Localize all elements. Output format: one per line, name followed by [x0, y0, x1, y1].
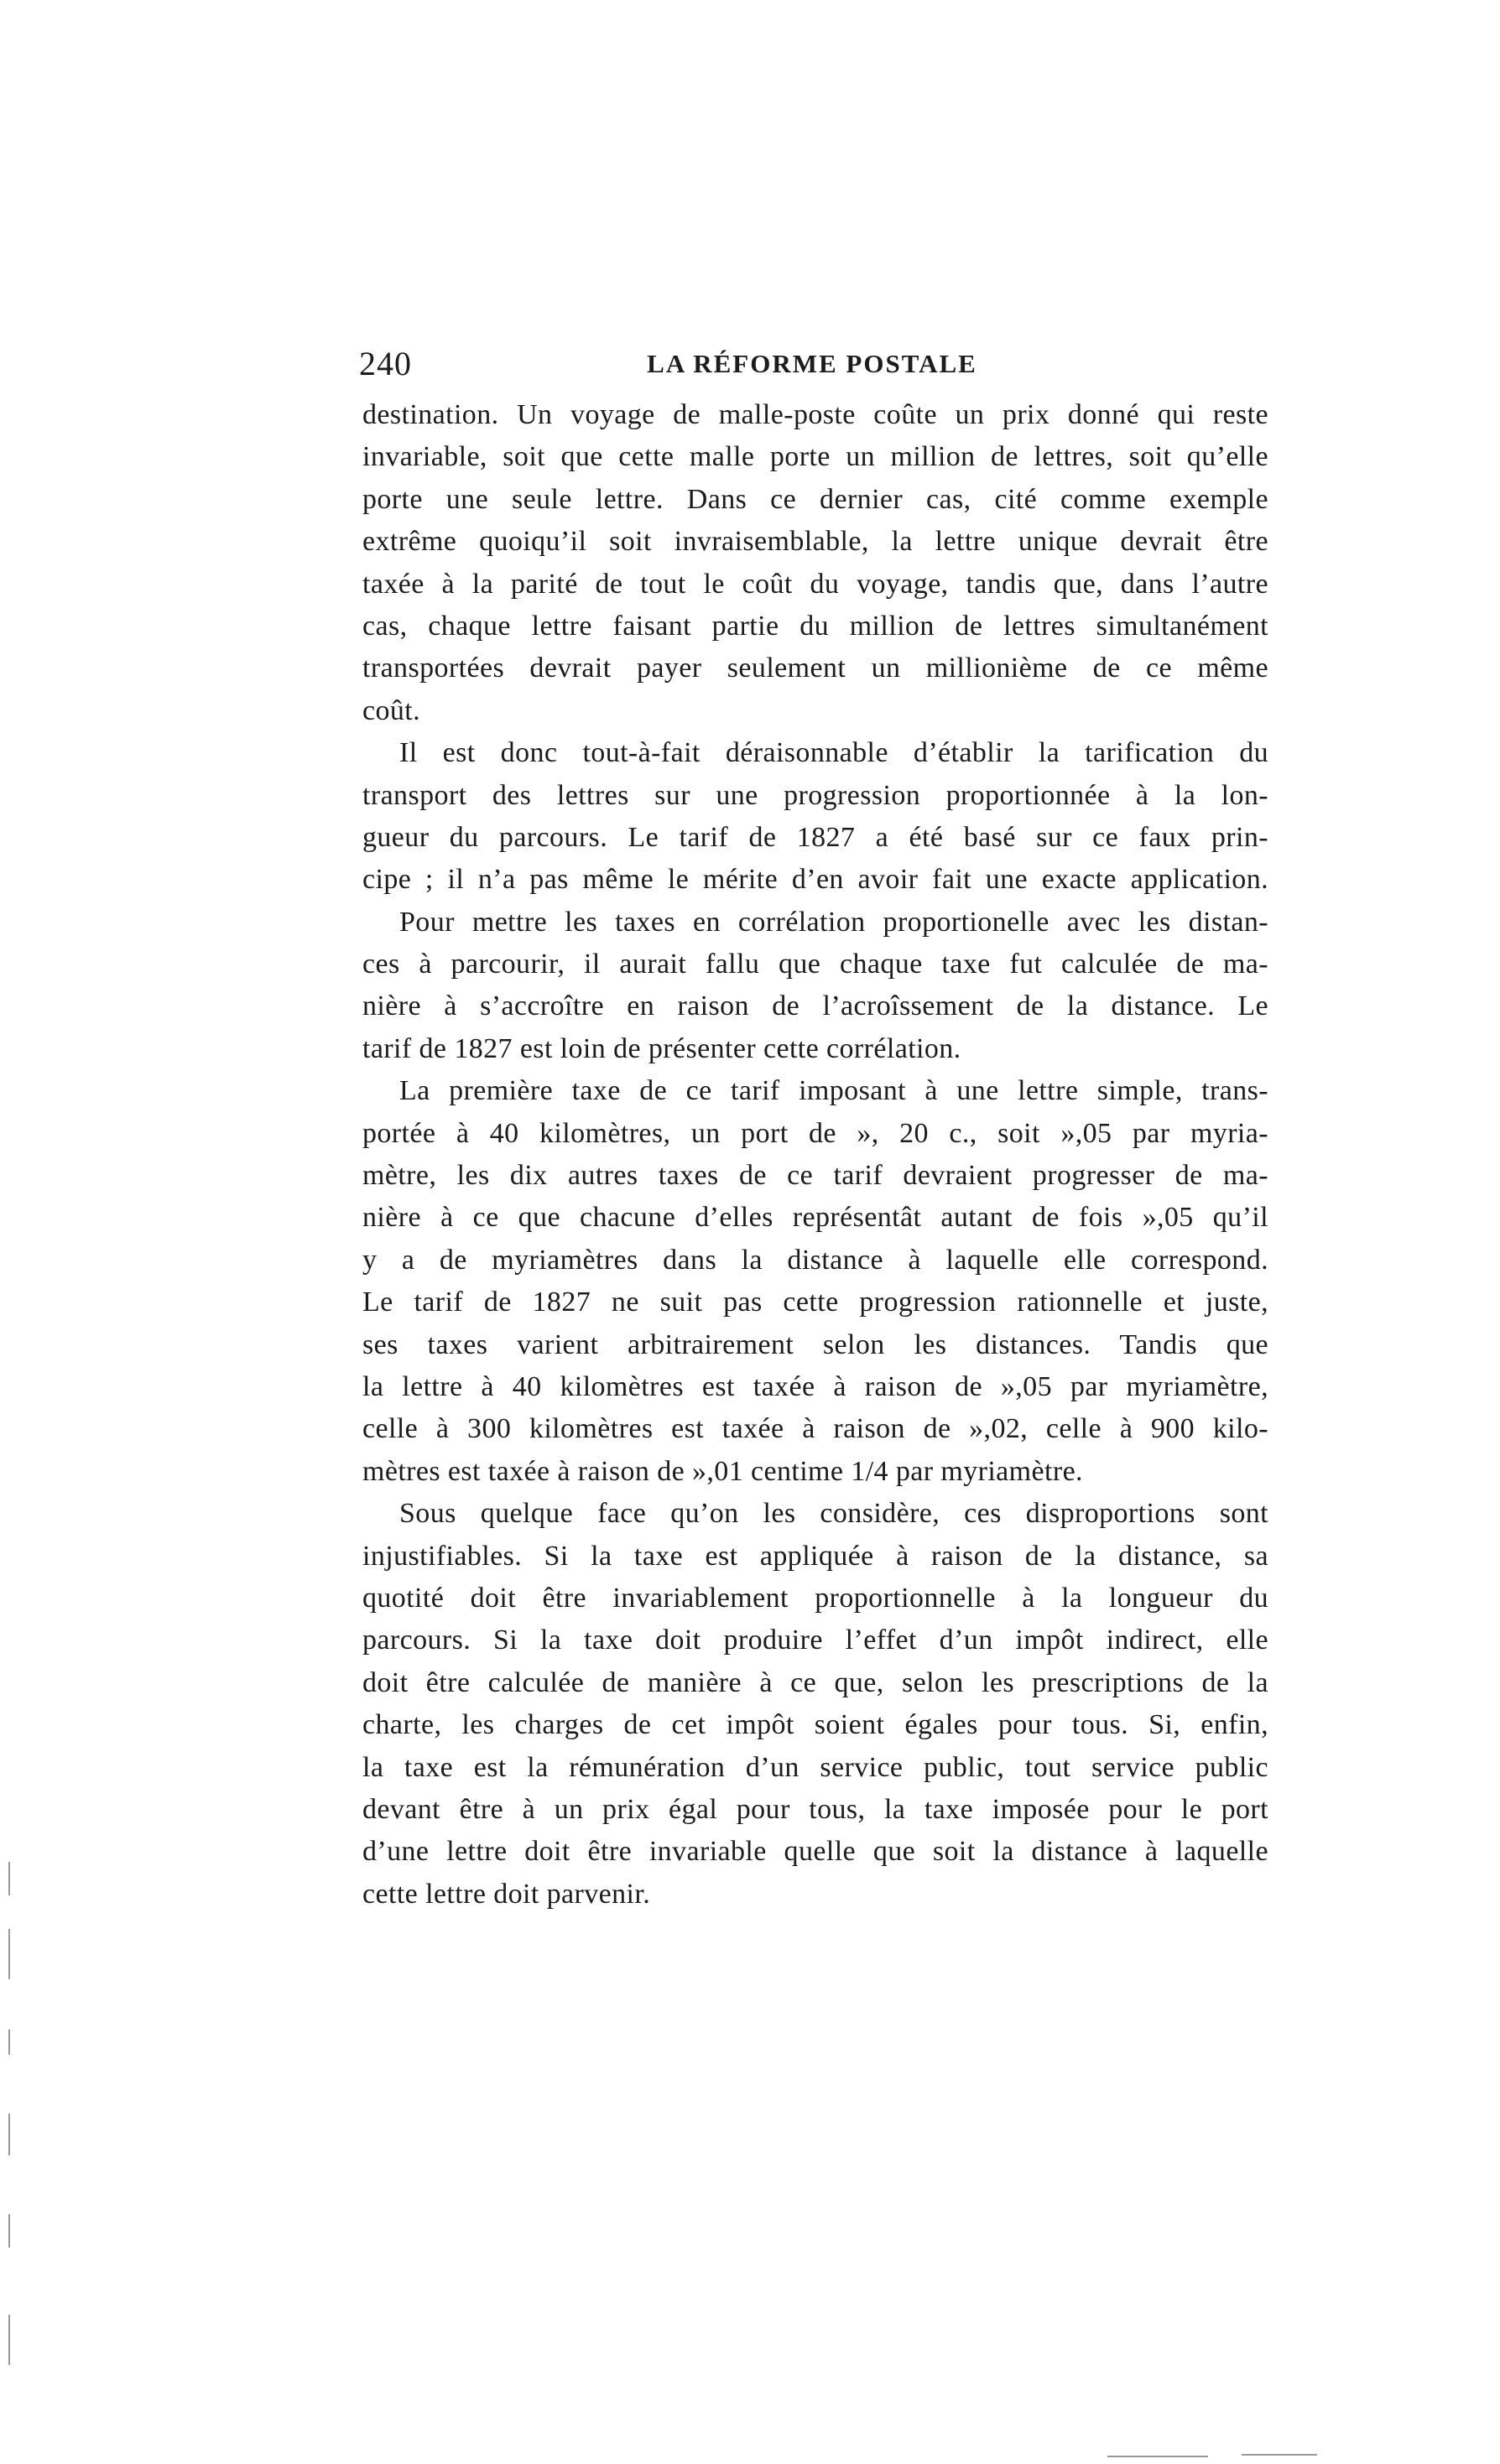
paragraph-1 — [362, 394, 1268, 732]
text-line: y a de myriamètres dans la distance à laquelle elle correspond. — [362, 1244, 1268, 1276]
text-line: doit être calculée de manière à ce que, selon les prescriptions de la — [362, 1666, 1268, 1698]
text-line: cette lettre doit parvenir. — [362, 1878, 651, 1910]
scan-artifact — [8, 1929, 10, 1979]
text-line: la lettre à 40 kilomètres est taxée à raison de »,05 par myriamètre, — [362, 1370, 1268, 1402]
scan-artifact — [8, 2030, 10, 2055]
text-line: La première taxe de ce tarif imposant à une lettre simple, trans- — [399, 1075, 1268, 1107]
paragraph-4 — [362, 1070, 1268, 1493]
text-line: ces à parcourir, il aurait fallu que chaque taxe fut calculée de ma- — [362, 949, 1268, 980]
text-line: tarif de 1827 est loin de présenter cette corrélation. — [362, 1032, 961, 1064]
page-number: 240 — [359, 345, 412, 382]
text-line: Le tarif de 1827 ne suit pas cette progression rationnelle et juste, — [362, 1287, 1268, 1318]
body-text — [362, 394, 1268, 1916]
scan-artifact — [1107, 2456, 1208, 2457]
text-line: mètres est taxée à raison de »,01 centime 1/4 par myriamètre. — [362, 1455, 1083, 1487]
text-line: cas, chaque lettre faisant partie du million de lettres simultanément — [362, 610, 1268, 642]
text-line: quotité doit être invariablement proportionnelle à la longueur du — [362, 1582, 1268, 1614]
text-line: destination. Un voyage de malle-poste coûte un prix donné qui reste — [362, 399, 1268, 430]
text-line: transport des lettres sur une progression proportionnée à la lon- — [362, 779, 1268, 811]
scan-artifact — [8, 2315, 10, 2365]
text-line: parcours. Si la taxe doit produire l’effet d’un impôt indirect, elle — [362, 1624, 1268, 1656]
scan-artifact — [8, 2214, 10, 2248]
paragraph-5 — [362, 1493, 1268, 1916]
text-line: mètre, les dix autres taxes de ce tarif devraient progresser de ma- — [362, 1160, 1268, 1192]
text-line: coût. — [362, 694, 421, 726]
text-line: celle à 300 kilomètres est taxée à raison de »,02, celle à 900 kilo- — [362, 1413, 1268, 1445]
scan-artifact — [8, 1862, 10, 1895]
text-line: nière à ce que chacune d’elles représentât autant de fois »,05 qu’il — [362, 1202, 1268, 1234]
text-line: devant être à un prix égal pour tous, la taxe imposée pour le port — [362, 1793, 1268, 1825]
scan-artifact — [1242, 2454, 1317, 2456]
running-head — [359, 339, 1265, 389]
text-line: nière à s’accroître en raison de l’acroîssement de la distance. Le — [362, 990, 1268, 1022]
text-line: d’une lettre doit être invariable quelle que soit la distance à laquelle — [362, 1836, 1268, 1868]
paragraph-2 — [362, 732, 1268, 902]
text-line: la taxe est la rémunération d’un service public, tout service public — [362, 1751, 1268, 1783]
text-line: invariable, soit que cette malle porte un million de lettres, soit qu’elle — [362, 441, 1268, 473]
scan-artifact — [8, 2113, 10, 2155]
text-line: ses taxes varient arbitrairement selon les distances. Tandis que — [362, 1328, 1268, 1360]
text-line: Pour mettre les taxes en corrélation proportionelle avec les distan- — [399, 906, 1268, 938]
text-line: injustifiables. Si la taxe est appliquée à raison de la distance, sa — [362, 1540, 1268, 1572]
running-title: LA RÉFORME POSTALE — [647, 349, 977, 378]
text-line: extrême quoiqu’il soit invraisemblable, la lettre unique devrait être — [362, 526, 1268, 558]
text-line: Sous quelque face qu’on les considère, ces disproportions sont — [399, 1498, 1268, 1530]
text-line: charte, les charges de cet impôt soient égales pour tous. Si, enfin, — [362, 1709, 1268, 1741]
text-line: taxée à la parité de tout le coût du voyage, tandis que, dans l’autre — [362, 568, 1268, 600]
paragraph-3 — [362, 902, 1268, 1071]
text-line: cipe ; il n’a pas même le mérite d’en avoir fait une exacte application. — [362, 864, 1268, 896]
text-line: portée à 40 kilomètres, un port de », 20 c., soit »,05 par myria- — [362, 1117, 1268, 1149]
text-line: porte une seule lettre. Dans ce dernier cas, cité comme exemple — [362, 483, 1268, 515]
text-line: Il est donc tout-à-fait déraisonnable d’établir la tarification du — [399, 737, 1268, 769]
text-line: transportées devrait payer seulement un millionième de ce même — [362, 652, 1268, 684]
text-line: gueur du parcours. Le tarif de 1827 a été basé sur ce faux prin- — [362, 821, 1268, 853]
